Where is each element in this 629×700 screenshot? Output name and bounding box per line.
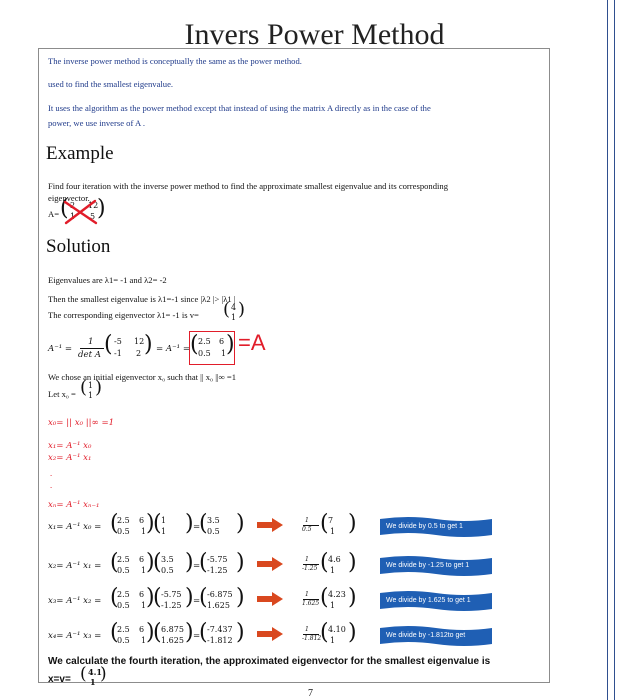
vector-left-paren: ( <box>153 550 162 575</box>
normalized-right-paren: ) <box>348 620 357 645</box>
equals-sign: = <box>193 522 201 532</box>
eigenvalues-line: Eigenvalues are λ1= -1 and λ2= -2 <box>48 275 167 285</box>
adj-21: -1 <box>114 349 122 358</box>
adj-11: -5 <box>114 337 122 346</box>
example-heading: Example <box>46 143 114 164</box>
iteration-lhs: x₁= A⁻¹ x₀ = <box>48 522 102 532</box>
example-text-1: Find four iteration with the inverse power method to find the approximate smallest eigenvalue and its corresponding <box>48 181 448 191</box>
matrix-right-paren: ) <box>146 550 155 575</box>
vector-cell: 3.5 <box>161 555 174 564</box>
matrix-cell: 0.5 <box>117 636 130 645</box>
initial-eigenvector-line: We chose an initial eigenvector x₀ such that || x₀ ||∞ =1 <box>48 372 237 382</box>
matrix-a-11: 2 <box>70 201 76 210</box>
fraction-denominator: -1.25 <box>302 565 318 572</box>
result-cell: -1.812 <box>207 636 233 645</box>
page-number: 7 <box>308 688 313 699</box>
normalized-right-paren: ) <box>348 511 357 536</box>
vector-cell: -1.25 <box>161 601 182 610</box>
final-right-paren: ) <box>100 664 107 684</box>
matrix-cell: 6 <box>139 516 145 525</box>
normalized-cell: 1 <box>330 636 336 645</box>
ainv-right-paren: ) <box>226 332 235 357</box>
result-right-paren: ) <box>236 585 245 610</box>
right-arrow-icon <box>257 627 283 641</box>
vector-right-paren: ) <box>185 585 194 610</box>
matrix-right-paren: ) <box>146 585 155 610</box>
x0-1: 1 <box>88 381 94 390</box>
normalized-cell: 4.6 <box>328 555 341 564</box>
normalized-cell: 4.10 <box>328 625 346 634</box>
matrix-cell: 1 <box>141 527 147 536</box>
final-prefix: x=v= <box>48 674 71 685</box>
corresponding-eigenvector-line: The corresponding eigenvector λ1= -1 is v= <box>48 310 199 320</box>
adj-12: 12 <box>134 337 145 346</box>
dot-1: . <box>50 468 53 478</box>
recurrence-n: xₙ= A⁻¹ xₙ₋₁ <box>48 500 100 510</box>
matrix-cell: 0.5 <box>117 566 130 575</box>
page-border <box>607 0 615 700</box>
iteration-lhs: x₄= A⁻¹ x₃ = <box>48 631 102 641</box>
conclusion: We calculate the fourth iteration, the approximated eigenvector for the smallest eigenvalue is <box>48 656 491 667</box>
matrix-cell: 1 <box>141 566 147 575</box>
note-text: We divide by -1.812to get <box>386 632 466 639</box>
recurrence-1: x₁= A⁻¹ x₀ <box>48 441 92 451</box>
ainv-21: 0.5 <box>198 349 211 358</box>
adj-right-paren: ) <box>144 332 153 357</box>
note-text: We divide by -1.25 to get 1 <box>386 562 470 569</box>
matrix-cell: 6 <box>139 625 145 634</box>
normalized-right-paren: ) <box>348 585 357 610</box>
matrix-left-paren: ( <box>110 585 119 610</box>
normalized-cell: 7 <box>328 516 334 525</box>
result-cell: 3.5 <box>207 516 220 525</box>
recurrence-2: x₂= A⁻¹ x₁ <box>48 453 92 463</box>
matrix-cell: 2.5 <box>117 590 130 599</box>
intro-line-1: The inverse power method is conceptually the same as the power method. <box>48 56 302 66</box>
cross-mark <box>62 198 100 226</box>
fraction-numerator: 1 <box>305 556 309 563</box>
result-cell: -5.75 <box>207 555 228 564</box>
result-left-paren: ( <box>199 550 208 575</box>
vector-left-paren: ( <box>153 511 162 536</box>
result-left-paren: ( <box>199 585 208 610</box>
equals-sign: = <box>193 561 201 571</box>
vector-left-paren: ( <box>153 620 162 645</box>
handwritten-annotation: =A <box>238 330 266 355</box>
result-right-paren: ) <box>236 620 245 645</box>
vector-left-paren: ( <box>153 585 162 610</box>
result-left-paren: ( <box>199 620 208 645</box>
matrix-cell: 2.5 <box>117 625 130 634</box>
fraction-denominator: 1.625 <box>302 600 320 607</box>
fraction-denominator: det A <box>78 350 101 360</box>
v-right-paren: ) <box>238 299 246 320</box>
vector-cell: -5.75 <box>161 590 182 599</box>
vector-right-paren: ) <box>185 511 194 536</box>
x0-left-paren: ( <box>80 377 88 398</box>
normalized-cell: 4.23 <box>328 590 346 599</box>
matrix-cell: 1 <box>141 636 147 645</box>
matrix-cell: 6 <box>139 555 145 564</box>
normalized-left-paren: ( <box>320 550 329 575</box>
result-right-paren: ) <box>236 511 245 536</box>
v-1: 4 <box>231 303 237 312</box>
result-left-paren: ( <box>199 511 208 536</box>
v-left-paren: ( <box>223 299 231 320</box>
matrix-a-label: A= <box>48 209 60 219</box>
normalized-cell: 1 <box>330 527 336 536</box>
ainv-11: 2.5 <box>198 337 211 346</box>
result-cell: -1.25 <box>207 566 228 575</box>
result-cell: 1.625 <box>207 601 230 610</box>
matrix-cell: 0.5 <box>117 527 130 536</box>
fraction-numerator: 1 <box>305 517 309 524</box>
vector-right-paren: ) <box>185 620 194 645</box>
fraction-denominator: 0.5 <box>302 526 312 533</box>
smallest-eigenvalue-line: Then the smallest eigenvalue is λ1=-1 since |λ2 |> |λ1 | <box>48 294 236 304</box>
result-cell: 0.5 <box>207 527 220 536</box>
vector-cell: 6.875 <box>161 625 184 634</box>
example-text-2: eigenvector. <box>48 193 90 203</box>
ainv-lhs: A⁻¹ = <box>48 344 73 354</box>
intro-line-2: used to find the smallest eigenvalue. <box>48 79 174 89</box>
vector-right-paren: ) <box>185 550 194 575</box>
intro-line-3: It uses the algorithm as the power method except that instead of using the matrix A directly as in the case of the <box>48 103 431 113</box>
adj-left-paren: ( <box>104 332 113 357</box>
intro-line-4: power, we use inverse of A . <box>48 118 146 128</box>
ainv-left-paren: ( <box>190 332 199 357</box>
dot-2: . <box>50 480 53 490</box>
matrix-cell: 6 <box>139 590 145 599</box>
solution-heading: Solution <box>46 236 111 257</box>
normalized-cell: 1 <box>330 601 336 610</box>
equals-ainv: = A⁻¹ = <box>156 344 191 354</box>
result-cell: -6.875 <box>207 590 233 599</box>
equals-sign: = <box>193 596 201 606</box>
final-vec-2: 1 <box>90 677 96 687</box>
x0-2: 1 <box>88 391 94 400</box>
matrix-cell: 2.5 <box>117 516 130 525</box>
vector-cell: 1.625 <box>161 636 184 645</box>
fraction-numerator: 1 <box>88 337 94 347</box>
fraction-numerator: 1 <box>305 591 309 598</box>
page-title: Invers Power Method <box>184 18 445 51</box>
matrix-right-paren: ) <box>146 620 155 645</box>
ainv-22: 1 <box>221 349 227 358</box>
vector-cell: 1 <box>161 516 167 525</box>
fraction-numerator: 1 <box>305 626 309 633</box>
matrix-left-paren: ( <box>110 511 119 536</box>
final-vec-1: 4.1 <box>88 667 102 677</box>
note-text: We divide by 0.5 to get 1 <box>386 523 463 530</box>
normalized-right-paren: ) <box>348 550 357 575</box>
fraction-bar <box>80 348 104 349</box>
right-arrow-icon <box>257 518 283 532</box>
right-arrow-icon <box>257 557 283 571</box>
iteration-lhs: x₃= A⁻¹ x₂ = <box>48 596 102 606</box>
ainv-12: 6 <box>219 337 225 346</box>
x0-right-paren: ) <box>95 377 103 398</box>
matrix-left-paren: ( <box>110 550 119 575</box>
adj-22: 2 <box>136 349 142 358</box>
normalized-left-paren: ( <box>320 511 329 536</box>
note-text: We divide by 1.625 to get 1 <box>386 597 471 604</box>
matrix-left-paren: ( <box>110 620 119 645</box>
matrix-a-21: 1 <box>70 212 76 221</box>
fraction-denominator: -1.812 <box>302 635 322 642</box>
vector-cell: 0.5 <box>161 566 174 575</box>
v-2: 1 <box>231 313 237 322</box>
matrix-left-paren: ( <box>60 196 69 221</box>
equals-sign: = <box>193 631 201 641</box>
matrix-right-paren: ) <box>146 511 155 536</box>
result-cell: -7.437 <box>207 625 233 634</box>
matrix-right-paren: ) <box>97 196 106 221</box>
right-arrow-icon <box>257 592 283 606</box>
iteration-lhs: x₂= A⁻¹ x₁ = <box>48 561 102 571</box>
norm-line: x₀= || x₀ ||∞ =1 <box>48 418 115 428</box>
vector-cell: 1 <box>161 527 167 536</box>
let-x0: Let x₀ = <box>48 389 76 399</box>
final-left-paren: ( <box>80 664 87 684</box>
matrix-cell: 1 <box>141 601 147 610</box>
normalized-cell: 1 <box>330 566 336 575</box>
matrix-a-22: 5 <box>90 212 96 221</box>
normalized-left-paren: ( <box>320 585 329 610</box>
normalized-left-paren: ( <box>320 620 329 645</box>
matrix-cell: 2.5 <box>117 555 130 564</box>
result-right-paren: ) <box>236 550 245 575</box>
matrix-a-12: 12 <box>88 201 99 210</box>
matrix-cell: 0.5 <box>117 601 130 610</box>
